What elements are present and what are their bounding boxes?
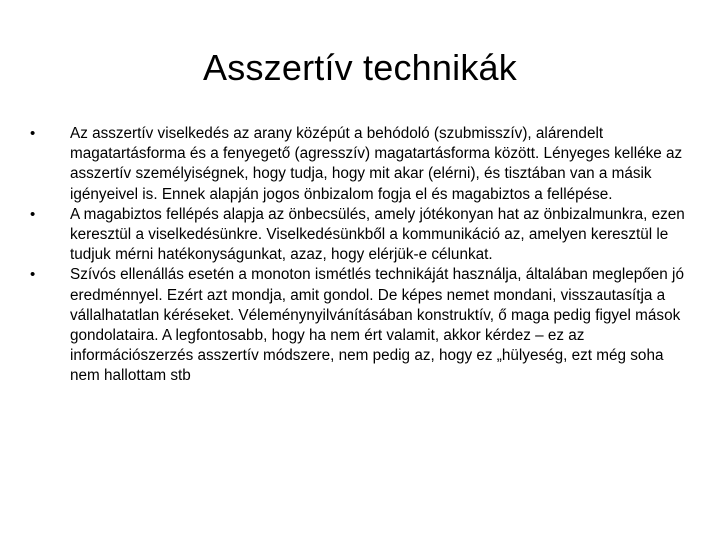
bullet-dot-icon: •	[30, 266, 36, 284]
slide-title: Asszertív technikák	[203, 47, 517, 88]
bullet-list	[30, 124, 696, 387]
bullet-item	[30, 265, 696, 386]
bullet-text: A magabiztos fellépés alapja az önbecsülés, amely jótékonyan hat az önbizalmunkra, ezen keresztül a viselkedésünkre. Viselkedésünkből a kommunikáció az, amelyen keresztül le tudjuk mérni hatékonyságunkat, azaz, hogy elérjük-e célunkat.	[70, 205, 685, 264]
bullet-text: Szívós ellenállás esetén a monoton ismétlés technikáját használja, általában meglepően jó eredménnyel. Ezért azt mondja, amit gondol. De képes nemet mondani, visszautasítja a vállalhatatlan kéréseket. Véleménynyilvánításában konstruktív, ő maga pedig figyel mások gondolataira. A legfontosabb, hogy ha nem ért valamit, akkor kérdez – ez az információszerzés asszertív módszere, nem pedig az, hogy ez „hülyeség, ezt még soha nem hallottam stb	[70, 266, 684, 385]
bullet-item	[30, 205, 696, 266]
bullet-text: Az asszertív viselkedés az arany középút a behódoló (szubmisszív), alárendelt magatartásforma és a fenyegető (agresszív) magatartásforma között. Lényeges kelléke az asszertív személyiségnek, hogy tudja, hogy mit akar (elérni), és tisztában van a másik igényeivel is. Ennek alapján jogos önbizalom fogja el és magabiztos a fellépése.	[70, 125, 683, 203]
bullet-item	[30, 124, 696, 205]
bullet-dot-icon: •	[30, 205, 36, 223]
bullet-dot-icon: •	[30, 125, 36, 142]
